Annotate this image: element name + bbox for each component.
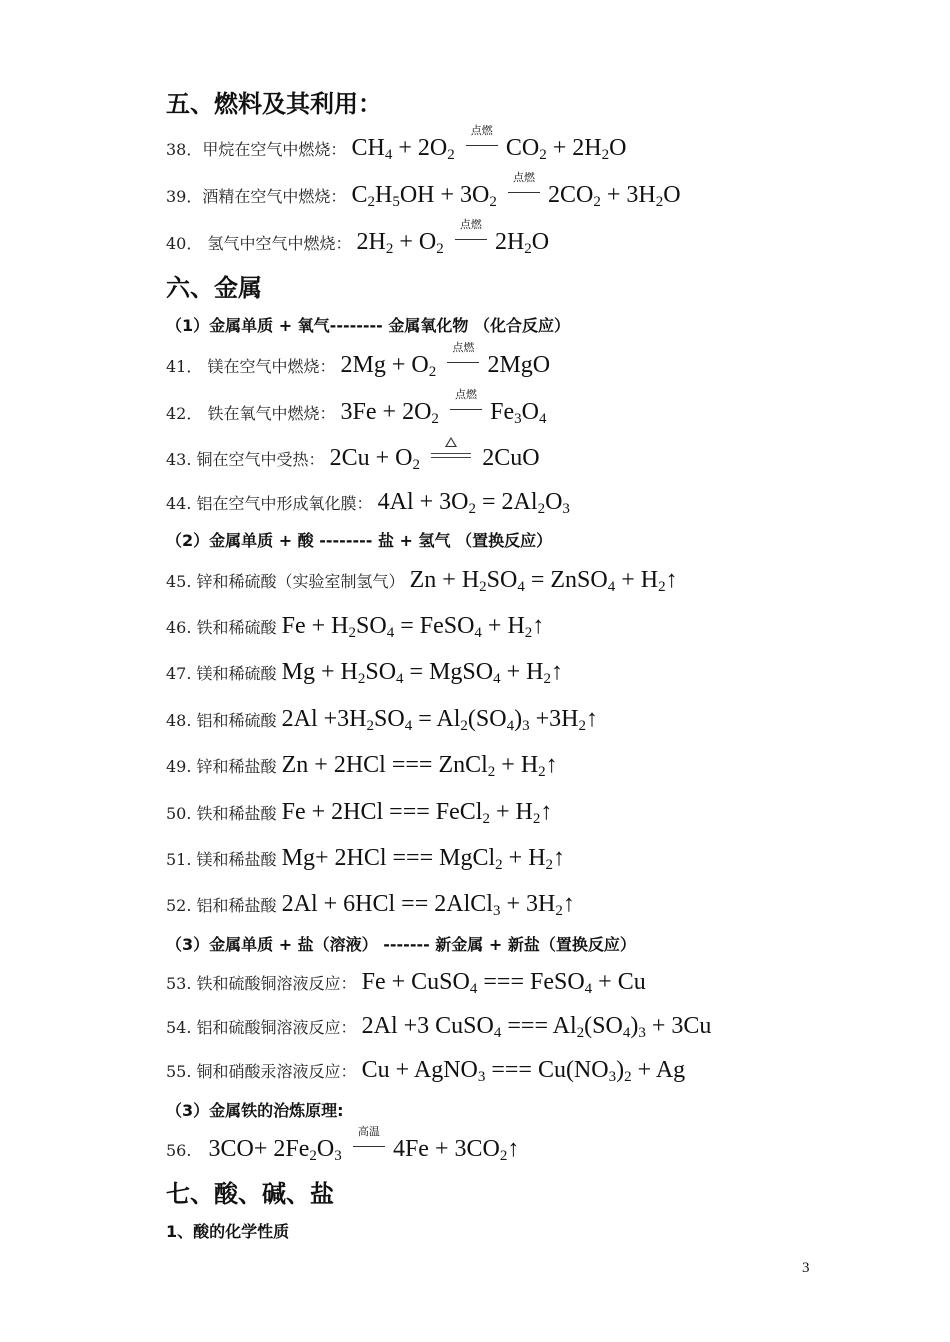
reaction-40 (166, 218, 550, 257)
reaction-39 (166, 171, 681, 210)
subscript: 2 (537, 501, 546, 517)
reaction-51 (166, 846, 565, 873)
subscript: 2 (543, 671, 551, 687)
section-heading-acids-bases-salts: 七、酸、碱、盐 (166, 1180, 334, 1208)
reaction-arrow-line (466, 145, 498, 146)
equation: $2Al +3H_2SO_4 = Al_2(SO_4)_3$ $+3H_2↑$ (281, 706, 598, 734)
subscript: 2 (555, 903, 563, 919)
reaction-49 (166, 753, 558, 780)
reaction-label: 46. 铁和稀硫酸 (166, 618, 277, 637)
subscript: 2 (367, 194, 375, 210)
equation-rhs: $Fe_3O_4$ (490, 399, 547, 427)
reaction-label: 40． 氢气中空气中燃烧： (166, 234, 352, 253)
reaction-38 (166, 124, 627, 163)
subscript: 2 (428, 364, 437, 380)
reaction-label: 42． 铁在氧气中燃烧： (166, 404, 336, 423)
subscript: 2 (385, 241, 394, 257)
subscript: 3 (522, 718, 530, 734)
equation: Zn + 2HCl === ZnCl$_2$ + $H_2↑$ (281, 752, 558, 780)
equation-lhs: $C_2H_5OH + 3O_2$ (351, 182, 497, 210)
equation-rhs: $2CO_2 + 3H_2O$ (548, 182, 681, 210)
equation: Cu + AgNO$_3$ === $Cu(NO_3)_2 + Ag$ (361, 1057, 686, 1085)
ignite-condition-mark (508, 171, 540, 200)
subscript: 2 (447, 147, 455, 163)
reaction-label: 38．甲烷在空气中燃烧： (166, 140, 347, 159)
reaction-label: 47. 镁和稀硫酸 (166, 664, 277, 683)
subscript: 2 (538, 764, 546, 780)
subscript: 2 (479, 579, 487, 595)
subscript: 2 (545, 857, 554, 873)
reaction-42 (166, 388, 547, 427)
subscript: 3 (477, 1069, 486, 1085)
equation-rhs: $2H_2O$ (494, 229, 550, 257)
equation-lhs: $3Fe + 2O_2$ (340, 399, 439, 427)
subscript: 3 (492, 903, 501, 919)
reaction-53 (166, 970, 646, 997)
subscript: 2 (366, 718, 375, 734)
subscript: 2 (499, 1148, 508, 1164)
subscript: 2 (524, 241, 532, 257)
subscript: 2 (576, 1025, 585, 1041)
reaction-56 (166, 1125, 520, 1164)
subscript: 2 (495, 857, 503, 873)
subscript: 3 (514, 411, 522, 427)
subscript: 3 (638, 1025, 646, 1041)
subscript: 2 (658, 579, 666, 595)
reaction-52 (166, 892, 575, 919)
subscript: 4 (493, 1025, 502, 1041)
subscript: 2 (309, 1148, 317, 1164)
subscript: 4 (404, 718, 413, 734)
reaction-label: 39．酒精在空气中燃烧： (166, 187, 347, 206)
subheading-acid-properties: 1、酸的化学性质 (166, 1222, 290, 1241)
ignite-condition-mark (466, 124, 498, 153)
equation: $Fe + H_2SO_4$ = FeSO$_4$ + $H_2↑$ (281, 613, 545, 641)
reaction-arrow-line (447, 362, 479, 363)
subscript: 2 (532, 811, 541, 827)
subscript: 4 (469, 981, 478, 997)
subscript: 2 (431, 411, 439, 427)
equation: Mg+ 2HCl === MgCl$_2$ + $H_2↑$ (281, 845, 566, 873)
condition-text: 点燃 (455, 388, 478, 401)
subscript: 2 (578, 718, 586, 734)
reaction-arrow-line (450, 409, 482, 410)
reaction-label: 56. (166, 1141, 192, 1160)
subscript: 2 (482, 811, 490, 827)
equation-rhs: $4Fe + 3CO_2↑$ (392, 1136, 520, 1164)
subscript: 2 (487, 764, 496, 780)
reaction-label: 53. 铁和硫酸铜溶液反应： (166, 974, 357, 993)
subscript: 4 (506, 718, 515, 734)
reaction-arrow-line (455, 239, 487, 240)
subscript: 2 (436, 241, 444, 257)
subscript: 2 (624, 1069, 632, 1085)
equation: 2Al + 6HCl == 2AlCl$_3$ + $3H_2↑$ (281, 891, 575, 919)
equation-rhs: 2MgO (487, 352, 551, 378)
reaction-label: 48. 铝和稀硫酸 (166, 711, 277, 730)
subscript: 2 (348, 625, 357, 641)
subscript: 2 (460, 718, 468, 734)
reaction-50 (166, 800, 552, 827)
reaction-46 (166, 614, 544, 641)
subscript: 4 (584, 981, 593, 997)
equation-lhs: $CH_4 + 2O_2$ (351, 135, 455, 163)
condition-text: 点燃 (452, 341, 475, 354)
subheading-metal-salt: （3）金属单质 + 盐（溶液） ------- 新金属 + 新盐（置换反应） (166, 935, 636, 954)
subscript: 4 (386, 625, 395, 641)
subscript: 2 (468, 501, 477, 517)
subscript: 3 (608, 1069, 617, 1085)
reaction-54 (166, 1014, 711, 1041)
ignite-condition-mark (450, 388, 482, 417)
reaction-label: 50. 铁和稀盐酸 (166, 804, 277, 823)
subscript: 4 (493, 671, 501, 687)
subscript: 4 (384, 147, 393, 163)
equation-lhs: $2Cu + O_2$ (329, 445, 421, 473)
subscript: 2 (524, 625, 533, 641)
reaction-41 (166, 341, 551, 380)
condition-text: 点燃 (459, 218, 482, 231)
reaction-label: 54. 铝和硫酸铜溶液反应： (166, 1018, 357, 1037)
subscript: 4 (396, 671, 404, 687)
page-number: 3 (802, 1260, 810, 1276)
subscript: 2 (539, 147, 547, 163)
subscript: 2 (655, 194, 664, 210)
equation: Fe + 2HCl === FeCl$_2$ + $H_2↑$ (281, 799, 553, 827)
condition-text: 点燃 (512, 171, 535, 184)
subheading-metal-acid: （2）金属单质 + 酸 -------- 盐 + 氢气 （置换反应） (166, 531, 553, 550)
subscript: 4 (474, 625, 482, 641)
equation: $4Al + 3O_2 = 2Al_2O_3$ (377, 489, 570, 517)
subscript: 5 (392, 194, 400, 210)
subscript: 4 (517, 579, 525, 595)
reaction-label: 41． 镁在空气中燃烧： (166, 357, 336, 376)
subscript: 4 (622, 1025, 631, 1041)
subscript: 3 (562, 501, 570, 517)
reaction-44 (166, 490, 570, 517)
subheading-metal-oxygen: （1）金属单质 + 氧气-------- 金属氧化物 （化合反应） (166, 316, 570, 335)
subscript: 2 (357, 671, 366, 687)
subscript: 2 (412, 457, 421, 473)
reaction-47 (166, 660, 563, 687)
section-heading-metals: 六、金属 (166, 274, 262, 302)
equation-lhs: $3CO+ 2Fe_2O_3$ (208, 1136, 342, 1164)
subscript: 3 (334, 1148, 342, 1164)
equation-rhs: $CO_2 + 2H_2O$ (505, 135, 627, 163)
reaction-label: 44. 铝在空气中形成氧化膜： (166, 494, 373, 513)
reaction-label: 49. 锌和稀盐酸 (166, 757, 277, 776)
reaction-arrow-line (431, 457, 471, 458)
high-temp-condition-mark (353, 1125, 385, 1154)
subscript: 2 (601, 147, 610, 163)
reaction-arrow-line (508, 192, 540, 193)
condition-text: 高温 (357, 1125, 380, 1138)
equation-lhs: $2H_2 + O_2$ (356, 229, 444, 257)
ignite-condition-mark (447, 341, 479, 370)
reaction-label: 52. 铝和稀盐酸 (166, 896, 277, 915)
equation: $Zn + H_2SO_4$ = ZnSO$_4$ + $H_2↑$ (409, 567, 678, 595)
ignite-condition-mark (455, 218, 487, 247)
reaction-label: 55. 铜和硝酸汞溶液反应： (166, 1062, 357, 1081)
reaction-45 (166, 568, 678, 595)
equation: 2Al +3 CuSO$_4$ === $Al_2(SO_4)_3 + 3Cu$ (361, 1013, 712, 1041)
reaction-label: 51. 镁和稀盐酸 (166, 850, 277, 869)
reaction-label: 45. 锌和稀硫酸（实验室制氢气） (166, 572, 405, 591)
equation: Fe + CuSO$_4$ === FeSO$_4$ + Cu (361, 969, 646, 997)
reaction-43 (166, 446, 540, 473)
section-heading-fuels: 五、燃料及其利用： (166, 90, 382, 118)
equation-rhs: 2CuO (482, 445, 540, 471)
reaction-arrow-line (431, 453, 471, 454)
reaction-arrow-line (353, 1146, 385, 1147)
heat-condition-icon (431, 449, 471, 465)
condition-text: 点燃 (470, 124, 493, 137)
subscript: 2 (489, 194, 497, 210)
subscript: 4 (607, 579, 616, 595)
reaction-48 (166, 707, 598, 734)
reaction-label: 43. 铜在空气中受热： (166, 450, 325, 469)
subscript: 2 (593, 194, 601, 210)
reaction-55 (166, 1058, 685, 1085)
subscript: 4 (538, 411, 547, 427)
subheading-iron-smelting: （3）金属铁的治炼原理: (166, 1101, 344, 1120)
equation-lhs: $2Mg + O_2$ (340, 352, 437, 380)
equation: $Mg + H_2SO_4$ = MgSO$_4$ + $H_2↑$ (281, 659, 563, 687)
heat-triangle-icon (445, 437, 457, 447)
